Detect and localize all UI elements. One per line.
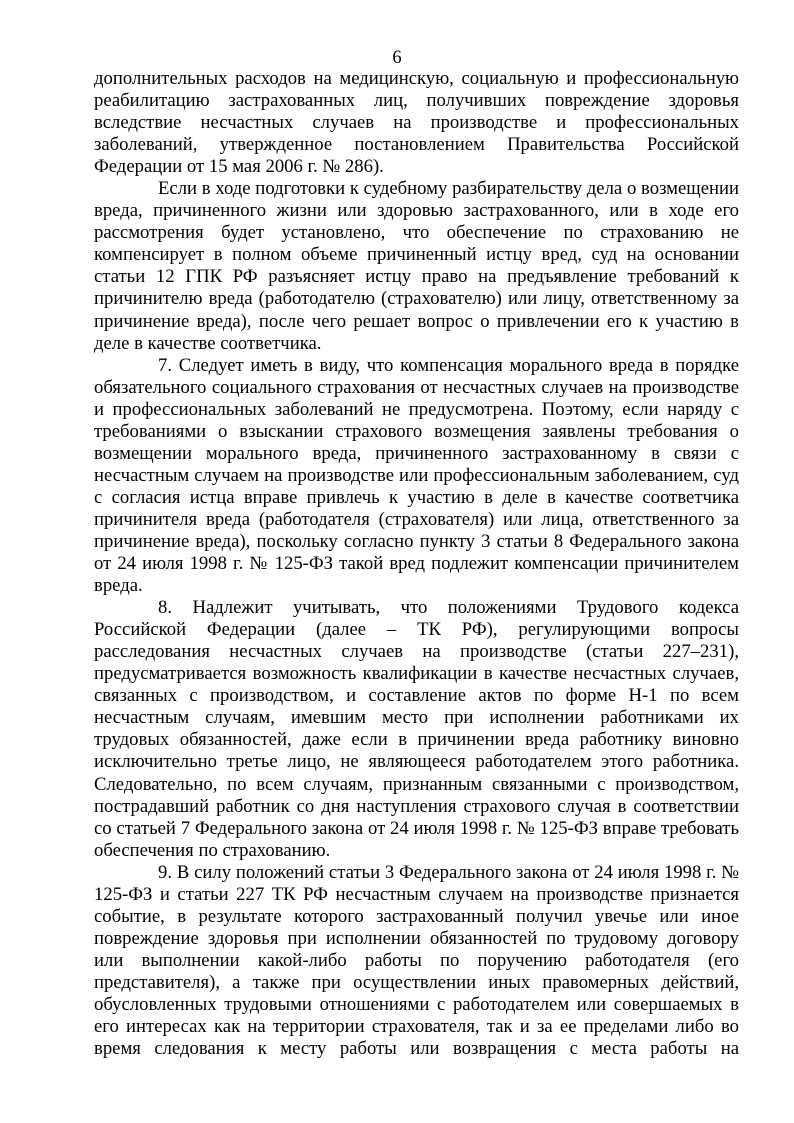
paragraph-court-procedure: Если в ходе подготовки к судебному разбирательству дела о возмещении вреда, причиненного жизни или здоровью застрахованного, или в ходе его рассмотрения будет установлено, что обеспечение по страхованию не компенсирует в полном объеме причиненный истцу вред, суд на основании статьи 12 ГПК РФ разъясняет истцу право на предъявление требований к причинителю вреда (работодателю (страхователю) или лицу, ответственному за причинение вреда), после чего решает вопрос о привлечении его к участию в деле в качестве соответчика. <box>94 178 739 354</box>
paragraph-item-8: 8. Надлежит учитывать, что положениями Трудового кодекса Российской Федерации (далее – ТК РФ), регулирующими вопросы расследования несчастных случаев на производстве (статьи 227–231), предусматривается возможность квалификации в качестве несчастных случаев, связанных с производством, и составление актов по форме Н-1 по всем несчастным случаям, имевшим место при исполнении работниками их трудовых обязанностей, даже если в причинении вреда работнику виновно исключительно третье лицо, не являющееся работодателем этого работника. Следовательно, по всем случаям, признанным связанными с производством, пострадавший работник со дня наступления страхового случая в соответствии со статьей 7 Федерального закона от 24 июля 1998 г. № 125-ФЗ вправе требовать обеспечения по страхованию. <box>94 597 739 861</box>
document-body <box>94 68 739 1060</box>
paragraph-item-9: 9. В силу положений статьи 3 Федерального закона от 24 июля 1998 г. № 125-ФЗ и статьи 227 ТК РФ несчастным случаем на производстве признается событие, в результате которого застрахованный получил увечье или иное повреждение здоровья при исполнении обязанностей по трудовому договору или выполнении какой-либо работы по поручению работодателя (его представителя), а также при осуществлении иных правомерных действий, обусловленных трудовыми отношениями с работодателем или совершаемых в его интересах как на территории страхователя, так и за ее пределами либо во время следования к месту работы или возвращения с места работы на <box>94 861 739 1060</box>
paragraph-continued: дополнительных расходов на медицинскую, социальную и профессиональную реабилитацию застрахованных лиц, получивших повреждение здоровья вследствие несчастных случаев на производстве и профессиональных заболеваний, утвержденное постановлением Правительства Российской Федерации от 15 мая 2006 г. № 286). <box>94 68 739 178</box>
paragraph-item-7: 7. Следует иметь в виду, что компенсация морального вреда в порядке обязательного социального страхования от несчастных случаев на производстве и профессиональных заболеваний не предусмотрена. Поэтому, если наряду с требованиями о взыскании страхового возмещения заявлены требования о возмещении морального вреда, причиненного застрахованному в связи с несчастным случаем на производстве или профессиональным заболеванием, суд с согласия истца вправе привлечь к участию в деле в качестве соответчика причинителя вреда (работодателя (страхователя) или лица, ответственного за причинение вреда), поскольку согласно пункту 3 статьи 8 Федерального закона от 24 июля 1998 г. № 125-ФЗ такой вред подлежит компенсации причинителем вреда. <box>94 354 739 597</box>
page-number: 6 <box>392 48 402 68</box>
